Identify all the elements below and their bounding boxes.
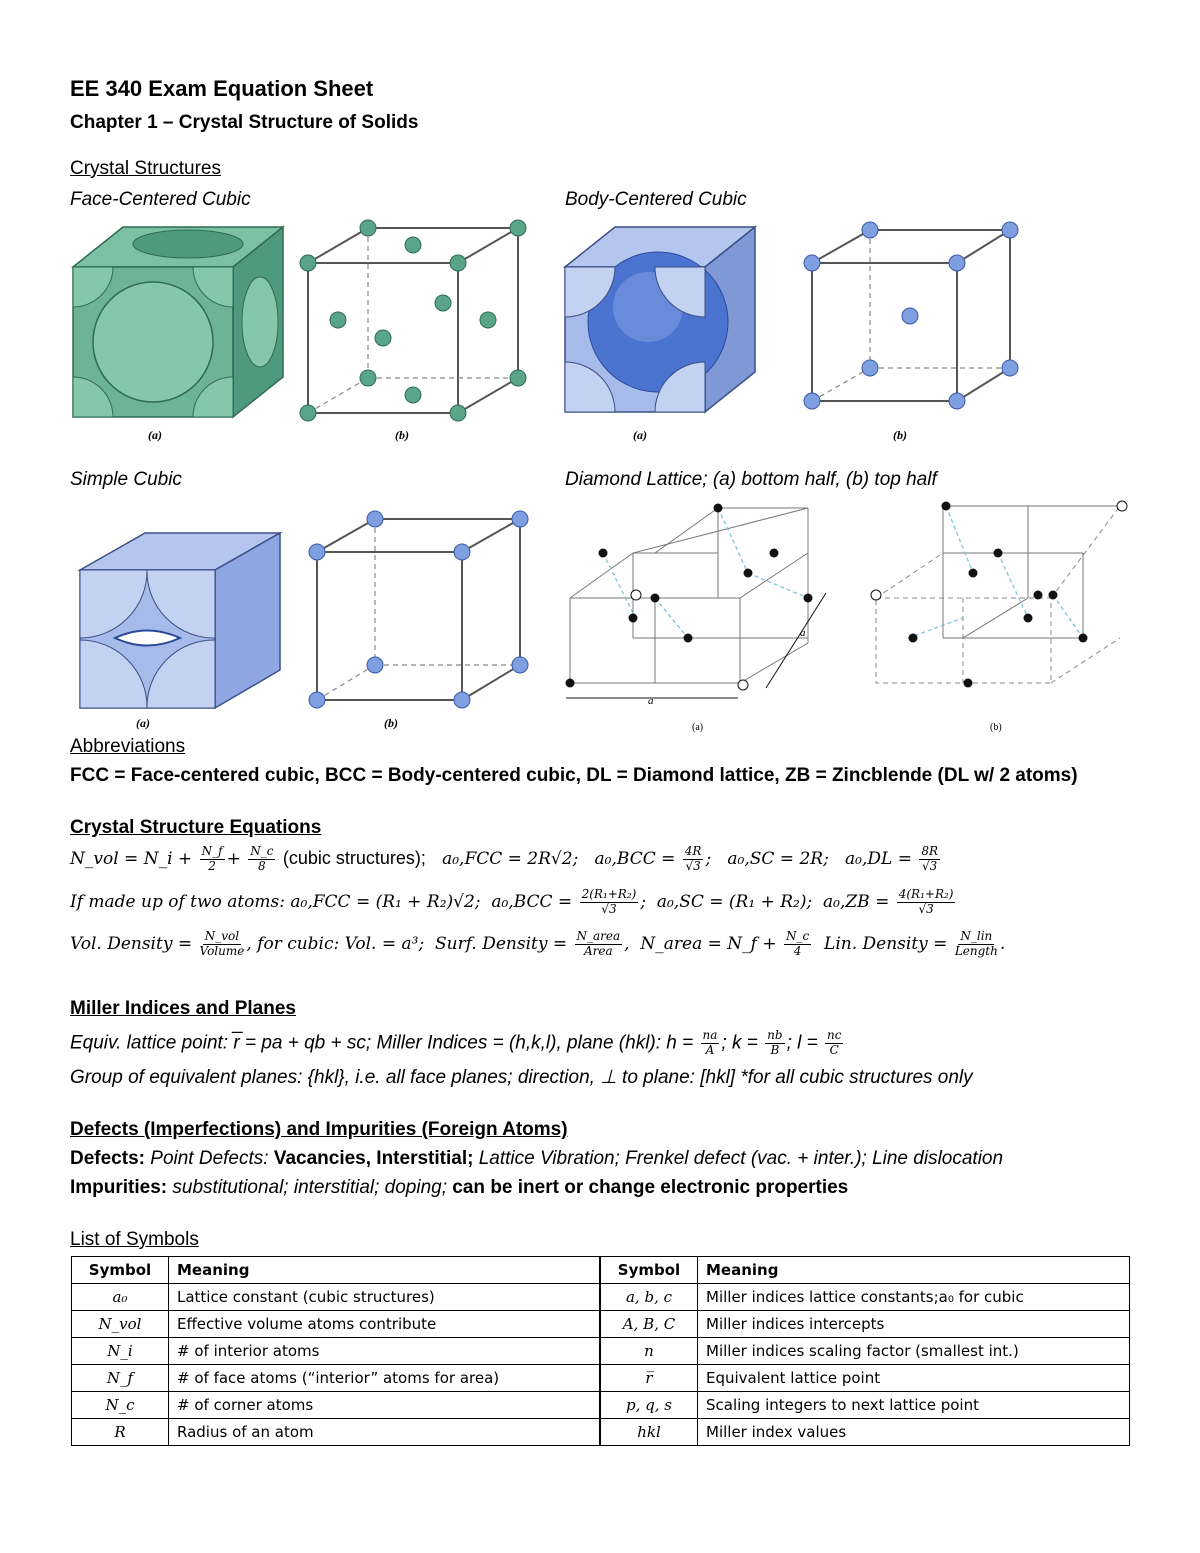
a0-bcc-lhs: a₀,BCC = — [594, 848, 676, 869]
table-row — [72, 1311, 1130, 1338]
a0-fcc-eq: a₀,FCC = 2R√2; — [442, 848, 579, 869]
h-frac: $\frac{na}{A}$ — [702, 1028, 718, 1057]
table-header: Meaning — [698, 1257, 1130, 1284]
table-header: Meaning — [169, 1257, 601, 1284]
point-defects-label: Point Defects: — [150, 1148, 269, 1169]
symbols-table — [71, 1256, 1130, 1446]
meaning-cell: Scaling integers to next lattice point — [698, 1392, 1130, 1419]
narea-frac: $\frac{N\_c}{4}$ — [785, 929, 810, 958]
abbreviations-text: FCC = Face-centered cubic, BCC = Body-centered cubic, DL = Diamond lattice, ZB = Zincblende (DL w/ 2 atoms) — [70, 765, 1078, 786]
impurities-label: Impurities: — [70, 1177, 168, 1198]
two-atom-zb-lhs: a₀,ZB = — [823, 891, 890, 912]
two-atom-zb-frac: $\frac{\text{4(R₁+R₂)}}{√3}$ — [898, 887, 954, 916]
vol-density-frac: $\frac{\text{N\_vol}}{\text{Volume}}$ — [199, 929, 245, 958]
bcc-label: Body-Centered Cubic — [565, 189, 747, 210]
diamond-a-axis-label-2: a — [800, 627, 806, 639]
two-atom-prefix: If made up of two atoms: a₀,FCC = (R₁ + R₂)√2; — [70, 891, 481, 912]
lin-density-frac: $\frac{\text{N\_lin}}{\text{Length}}$ — [954, 929, 998, 958]
symbol-cell: R — [72, 1419, 169, 1446]
meaning-cell: Miller indices intercepts — [698, 1311, 1130, 1338]
equations-heading: Crystal Structure Equations — [70, 817, 322, 838]
table-header: Symbol — [72, 1257, 169, 1284]
a0-dl-frac: $\frac{8R}{√3}$ — [921, 844, 939, 873]
symbol-cell: a₀ — [72, 1284, 169, 1311]
two-atom-sc-eq: a₀,SC = (R₁ + R₂); — [656, 891, 813, 912]
vol-density-lhs: Vol. Density = — [70, 933, 193, 954]
impurities-rest: can be inert or change electronic properties — [452, 1177, 849, 1198]
sc-packed-figure — [75, 528, 285, 713]
table-row — [72, 1365, 1130, 1392]
lin-density-lhs: Lin. Density = — [824, 933, 948, 954]
equation-line-3: Vol. Density = $\frac{\text{N\_vol}}{\text{Volume}}$ , for cubic: Vol. = a³; Surf. Density = $\frac{\text{N\_area}}{\text{Area}}$ , N_area = N_f + $\frac{N\_c}{4}$ Lin. Density = $\frac{\text{N\_lin}}{\text{Length}}$ . — [70, 929, 1006, 958]
equation-line-1: N_vol = N_i + $\frac{N\_f}{2}$ + $\frac{N\_c}{8}$ (cubic structures); a₀,FCC = 2R√2; a₀,BCC = $\frac{4R}{√3}$ ; a₀,SC = 2R; a₀,DL = $\frac{8R}{√3}$ — [70, 844, 939, 873]
a0-dl-lhs: a₀,DL = — [845, 848, 912, 869]
meaning-cell: Miller index values — [698, 1419, 1130, 1446]
table-header: Symbol — [600, 1257, 698, 1284]
nc-over-8: $\frac{N\_c}{8}$ — [250, 844, 274, 873]
sc-lattice-figure — [305, 505, 535, 710]
vacancies-interstitial: Vacancies, Interstitial; — [273, 1148, 474, 1169]
symbol-cell: n — [600, 1338, 698, 1365]
fcc-lattice-figure — [296, 218, 536, 423]
symbol-cell: N_c — [72, 1392, 169, 1419]
miller-line-1-text: Equiv. lattice point: r̅ = pa + qb + sc; Miller Indices = (h,k,l), plane (hkl): h = — [70, 1032, 694, 1054]
bcc-a-caption: (a) — [633, 428, 647, 442]
table-row — [72, 1392, 1130, 1419]
diamond-b-caption: (b) — [990, 722, 1002, 733]
l-lhs: ; l = — [786, 1032, 818, 1054]
crystal-structures-heading: Crystal Structures — [70, 158, 221, 179]
nf-over-2: $\frac{N\_f}{2}$ — [201, 844, 223, 873]
k-lhs: ; k = — [721, 1032, 758, 1054]
defects-rest: Lattice Vibration; Frenkel defect (vac. + inter.); Line dislocation — [478, 1148, 1004, 1169]
table-row — [72, 1419, 1130, 1446]
equation-line-2: If made up of two atoms: a₀,FCC = (R₁ + R₂)√2; a₀,BCC = $\frac{\text{2(R₁+R₂)}}{√3}$ ; a₀,SC = (R₁ + R₂); a₀,ZB = $\frac{\text{4(R₁+R₂)}}{√3}$ — [70, 887, 954, 916]
nvol-eq: N_vol = N_i + — [70, 848, 198, 869]
diamond-top-figure — [868, 498, 1130, 713]
symbols-heading: List of Symbols — [70, 1229, 199, 1250]
fcc-label: Face-Centered Cubic — [70, 189, 251, 210]
symbol-cell: hkl — [600, 1419, 698, 1446]
symbol-cell: N_f — [72, 1365, 169, 1392]
page-title: EE 340 Exam Equation Sheet — [70, 76, 374, 101]
miller-line-1 — [70, 1029, 845, 1058]
abbreviations-heading: Abbreviations — [70, 736, 186, 757]
chapter-title: Chapter 1 – Crystal Structure of Solids — [70, 112, 419, 133]
a0-bcc-frac: $\frac{4R}{√3}$ — [684, 844, 702, 873]
miller-line-2: Group of equivalent planes: {hkl}, i.e. all face planes; direction, ⊥ to plane: [hkl] *for all cubic structures only — [70, 1067, 973, 1088]
impurities-line — [70, 1177, 848, 1199]
fcc-b-caption: (b) — [395, 428, 409, 442]
symbol-cell: N_i — [72, 1338, 169, 1365]
surf-density-frac: $\frac{\text{N\_area}}{\text{Area}}$ — [576, 929, 621, 958]
narea-eq: N_area = N_f + — [640, 933, 777, 954]
meaning-cell: Radius of an atom — [169, 1419, 601, 1446]
symbol-cell: p, q, s — [600, 1392, 698, 1419]
symbol-cell: r̅ — [600, 1365, 698, 1392]
symbol-cell: A, B, C — [600, 1311, 698, 1338]
meaning-cell: Miller indices scaling factor (smallest int.) — [698, 1338, 1130, 1365]
meaning-cell: Effective volume atoms contribute — [169, 1311, 601, 1338]
diamond-a-axis-label: a — [648, 695, 654, 707]
meaning-cell: Miller indices lattice constants;a₀ for cubic — [698, 1284, 1130, 1311]
diamond-bottom-figure — [548, 498, 848, 713]
impurities-types: substitutional; interstitial; doping; — [172, 1177, 448, 1198]
table-row — [72, 1338, 1130, 1365]
two-atom-bcc-frac: $\frac{\text{2(R₁+R₂)}}{√3}$ — [581, 887, 637, 916]
meaning-cell: Equivalent lattice point — [698, 1365, 1130, 1392]
a0-sc-eq: a₀,SC = 2R; — [727, 848, 829, 869]
sc-label: Simple Cubic — [70, 469, 182, 490]
table-row — [72, 1284, 1130, 1311]
two-atom-bcc-lhs: a₀,BCC = — [491, 891, 573, 912]
fcc-packed-figure — [68, 222, 288, 422]
vol-cubic-note: , for cubic: Vol. = a³; — [246, 933, 425, 954]
defects-heading: Defects (Imperfections) and Impurities (Foreign Atoms) — [70, 1119, 568, 1140]
meaning-cell: # of corner atoms — [169, 1392, 601, 1419]
k-frac: $\frac{nb}{B}$ — [767, 1028, 783, 1057]
surf-density-lhs: Surf. Density = — [434, 933, 568, 954]
symbol-cell: a, b, c — [600, 1284, 698, 1311]
bcc-b-caption: (b) — [893, 428, 907, 442]
meaning-cell: # of interior atoms — [169, 1338, 601, 1365]
meaning-cell: Lattice constant (cubic structures) — [169, 1284, 601, 1311]
sc-b-caption: (b) — [384, 716, 398, 730]
defects-line — [70, 1148, 1003, 1170]
table-header-row — [72, 1257, 1130, 1284]
diamond-a-caption: (a) — [692, 722, 704, 733]
cubic-structures-note: (cubic structures); — [282, 847, 426, 868]
diamond-label: Diamond Lattice; (a) bottom half, (b) top half — [565, 469, 937, 490]
sc-a-caption: (a) — [136, 716, 150, 730]
miller-heading: Miller Indices and Planes — [70, 998, 296, 1019]
symbol-cell: N_vol — [72, 1311, 169, 1338]
meaning-cell: # of face atoms (“interior” atoms for area) — [169, 1365, 601, 1392]
bcc-packed-figure — [560, 222, 760, 417]
defects-label: Defects: — [70, 1148, 145, 1169]
l-frac: $\frac{nc}{C}$ — [827, 1028, 842, 1057]
fcc-a-caption: (a) — [148, 428, 162, 442]
bcc-lattice-figure — [800, 218, 1030, 413]
